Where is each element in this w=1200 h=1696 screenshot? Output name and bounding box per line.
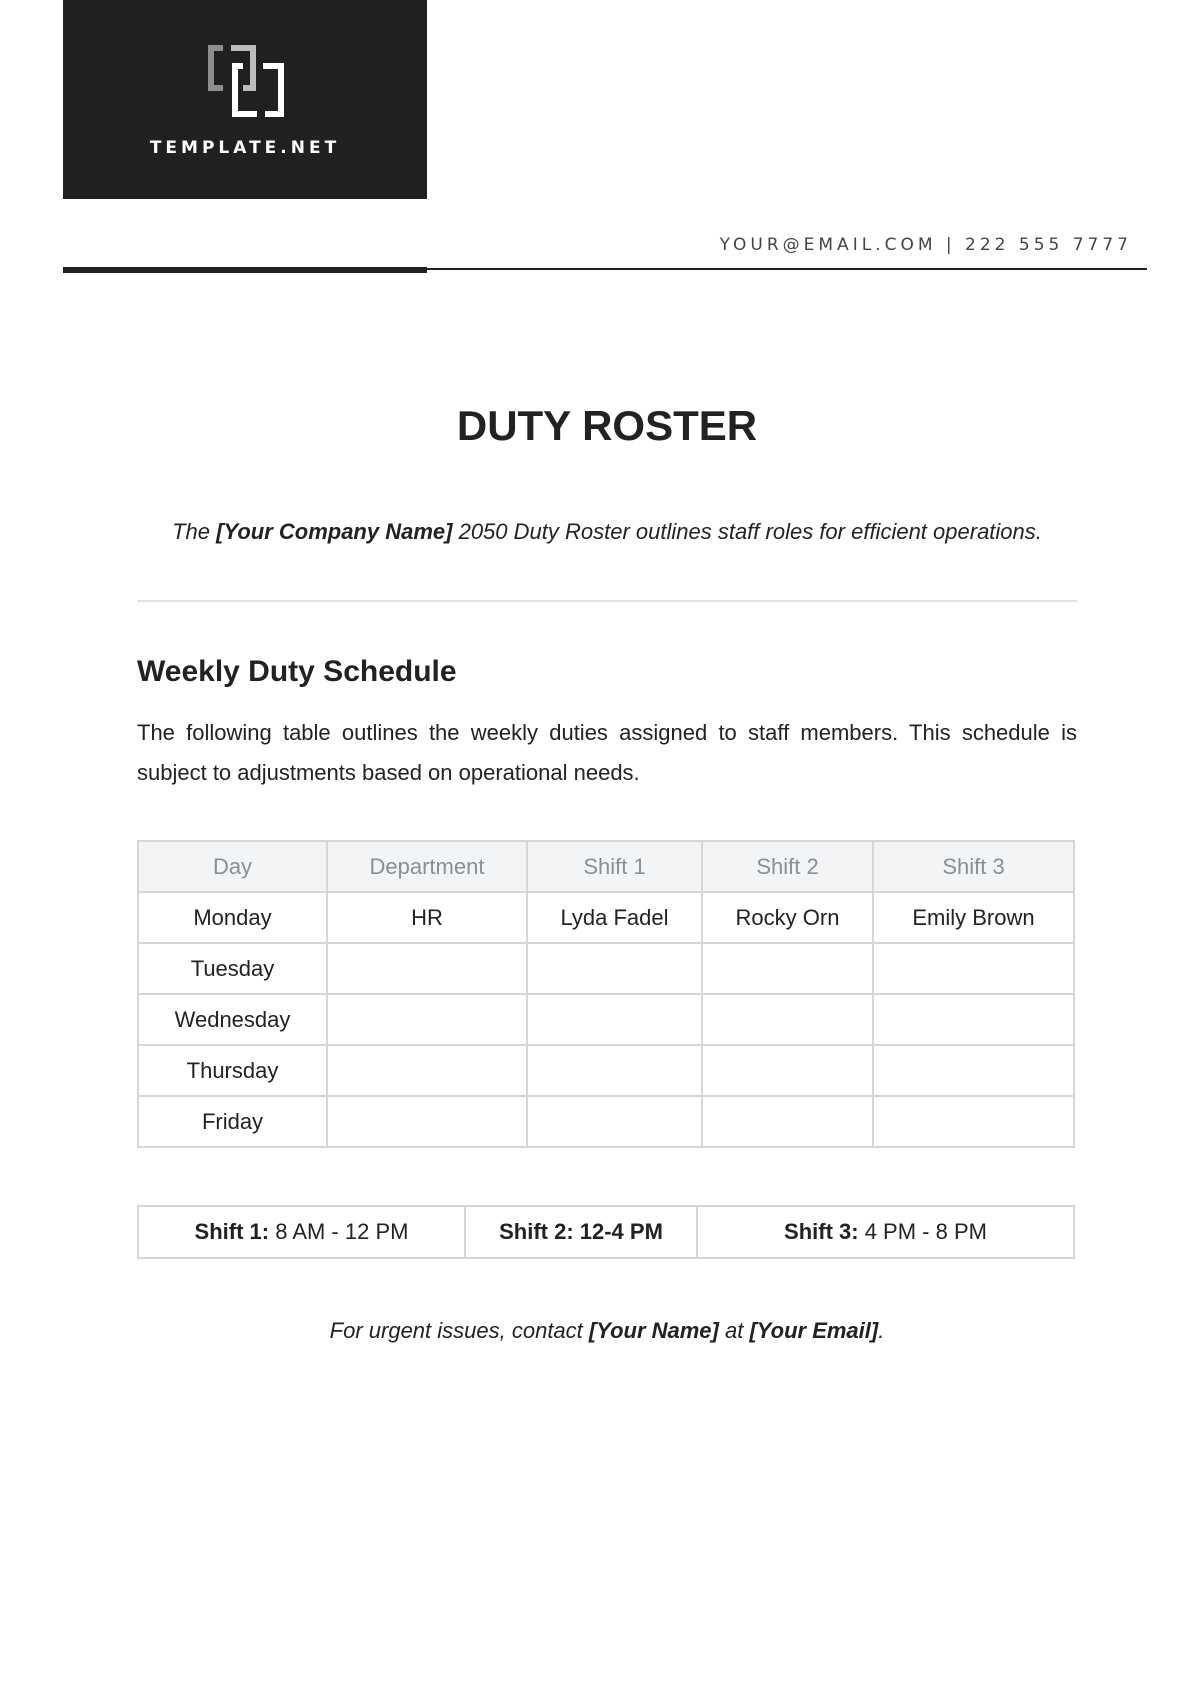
table-cell — [327, 1096, 527, 1147]
footer-middle: at — [718, 1318, 750, 1343]
intro-suffix: 2050 Duty Roster outlines staff roles for efficient operations. — [452, 519, 1042, 544]
table-cell: Monday — [138, 892, 327, 943]
table-cell: Lyda Fadel — [527, 892, 702, 943]
header-rule-thick — [63, 267, 427, 273]
table-cell: HR — [327, 892, 527, 943]
shift-label: Shift 2: 12-4 PM — [499, 1219, 663, 1244]
table-cell: Rocky Orn — [702, 892, 873, 943]
section-heading: Weekly Duty Schedule — [137, 655, 457, 688]
intro-prefix: The — [172, 519, 217, 544]
footer-note — [0, 1318, 1200, 1344]
shift-time: 8 AM - 12 PM — [269, 1219, 409, 1244]
table-row — [138, 1096, 1074, 1147]
shift-time-cell — [138, 1206, 465, 1258]
footer-email-placeholder: [Your Email] — [749, 1318, 879, 1343]
column-header: Department — [327, 841, 527, 892]
table-cell: Tuesday — [138, 943, 327, 994]
logo-text: TEMPLATE.NET — [149, 138, 341, 158]
shift-time-cell — [465, 1206, 697, 1258]
table-cell — [873, 943, 1074, 994]
table-row — [138, 994, 1074, 1045]
table-row — [138, 892, 1074, 943]
column-header: Shift 3 — [873, 841, 1074, 892]
table-cell — [327, 994, 527, 1045]
table-cell: Emily Brown — [873, 892, 1074, 943]
section-body: The following table outlines the weekly duties assigned to staff members. This schedule is subject to adjustments based on operational needs. — [137, 720, 1077, 785]
logo-box — [63, 0, 427, 199]
table-cell — [702, 994, 873, 1045]
table-cell — [527, 994, 702, 1045]
footer-name-placeholder: [Your Name] — [588, 1318, 719, 1343]
table-cell — [527, 943, 702, 994]
column-header: Shift 2 — [702, 841, 873, 892]
table-row — [138, 1045, 1074, 1096]
page-title: DUTY ROSTER — [456, 402, 758, 449]
table-cell — [702, 943, 873, 994]
schedule-table — [137, 840, 1075, 1148]
table-cell — [527, 1096, 702, 1147]
section-divider — [137, 600, 1077, 602]
shift-time: 4 PM - 8 PM — [858, 1219, 987, 1244]
table-cell — [873, 1045, 1074, 1096]
table-cell — [702, 1045, 873, 1096]
table-cell — [327, 1045, 527, 1096]
template-net-logo-icon — [205, 44, 287, 118]
table-cell — [527, 1045, 702, 1096]
table-cell — [702, 1096, 873, 1147]
shift-label: Shift 3: — [784, 1219, 859, 1244]
table-cell: Friday — [138, 1096, 327, 1147]
shift-label: Shift 1: — [194, 1219, 270, 1244]
shift-times-row — [138, 1206, 1074, 1258]
table-cell — [327, 943, 527, 994]
footer-end: . — [878, 1318, 885, 1343]
table-row — [138, 943, 1074, 994]
intro-text — [137, 519, 1077, 545]
table-cell — [873, 994, 1074, 1045]
column-header: Day — [138, 841, 327, 892]
footer-prefix: For urgent issues, contact — [329, 1318, 589, 1343]
table-cell: Thursday — [138, 1045, 327, 1096]
column-header: Shift 1 — [527, 841, 702, 892]
shift-times-table — [137, 1205, 1075, 1259]
table-cell — [873, 1096, 1074, 1147]
intro-company-placeholder: [Your Company Name] — [216, 519, 453, 544]
header-rule-thin — [427, 268, 1147, 270]
shift-time-cell — [697, 1206, 1074, 1258]
table-header-row — [138, 841, 1074, 892]
table-cell: Wednesday — [138, 994, 327, 1045]
contact-line: YOUR@EMAIL.COM | 222 555 7777 — [719, 235, 1132, 255]
